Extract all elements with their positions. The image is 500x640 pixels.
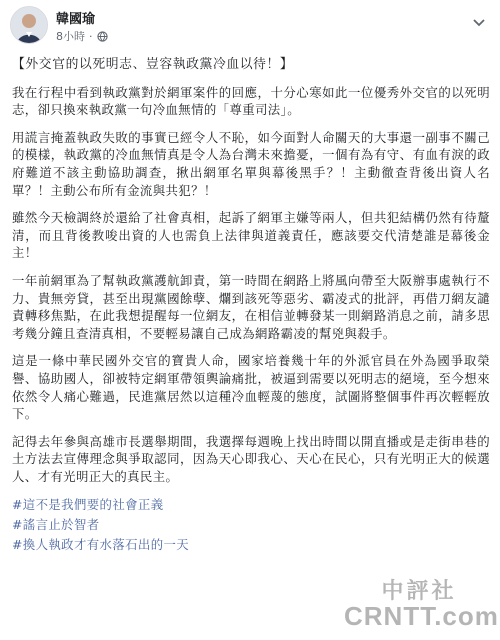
post-paragraph: 我在行程中看到執政黨對於網軍案件的回應，十分心寒如此一位優秀外交官的以死明志，卻只換來執政黨一句冷血無情的「尊重司法」。 <box>12 84 490 118</box>
post-header <box>0 0 500 52</box>
watermark-zh: 中評社 <box>381 578 457 604</box>
post-time[interactable]: 8小時 <box>56 30 85 43</box>
hashtag-link[interactable]: #謠言止於智者 <box>12 517 100 533</box>
post-paragraph: 記得去年參與高雄市長選舉期間，我選擇每週晚上找出時間以開直播或是走街串巷的土方法去宣傳理念與爭取認同，因為天心即我心、天心在民心，只有光明正大的候選人、才有光明正大的真民主。 <box>12 433 490 484</box>
hashtag-link[interactable]: #這不是我們要的社會正義 <box>12 497 164 513</box>
post-meta <box>56 28 108 44</box>
author-name[interactable]: 韓國瑜 <box>56 12 96 27</box>
watermark-en: CRNTT.com <box>344 601 499 631</box>
meta-separator: · <box>89 29 93 43</box>
post-paragraph: 雖然今天檢調終於還給了社會真相，起訴了網軍主嫌等兩人，但共犯結構仍然有待釐清，而且背後教唆出資的人也需負上法律與道義責任，應該要交代清楚誰是幕後金主！ <box>12 210 490 261</box>
chevron-down-icon[interactable] <box>472 14 486 28</box>
post-title: 【外交官的以死明志、豈容執政黨冷血以待！】 <box>12 57 294 72</box>
hashtag-link[interactable]: #換人執政才有水落石出的一天 <box>12 537 190 553</box>
post-paragraph: 這是一條中華民國外交官的寶貴人命，國家培養幾十年的外派官員在外為國爭取榮譽、協助國人，卻被特定網軍帶領輿論痛批，被逼到需要以死明志的絕境，至今想來依然令人痛心難過，民進黨居然以這種冷血輕蔑的態度，試圖將整個事件再次輕輕放下。 <box>12 353 490 422</box>
watermark <box>344 574 499 632</box>
hashtag-list <box>12 495 490 555</box>
post-paragraph: 用謊言掩蓋執政失敗的事實已經令人不恥，如今面對人命關天的大事還一副事不關己的模樣，執政黨的冷血無情真是令人為台灣未來擔憂，一個有為有守、有血有淚的政府難道不該主動協助調查，揪出網軍名單與幕後黑手？！主動徹查背後出資人名單？！主動公布所有金流與共犯？！ <box>12 129 490 198</box>
post-paragraph: 一年前網軍為了幫執政黨護航卸責，第一時間在網路上將風向帶至大阪辦事處執行不力、貴無旁貸，甚至出現黨國餘孽、爛到該死等惡劣、霸凌式的批評，再借刀網友譴責轉移焦點，在此我想提醒每一位網友，在相信並轉發某一則網路消息之前，請多思考幾分鐘且查清真相，不要輕易讓自己成為網路霸凌的幫兇與殺手。 <box>12 272 490 341</box>
post-body <box>12 56 490 555</box>
avatar[interactable] <box>10 6 48 44</box>
globe-icon <box>97 31 108 42</box>
